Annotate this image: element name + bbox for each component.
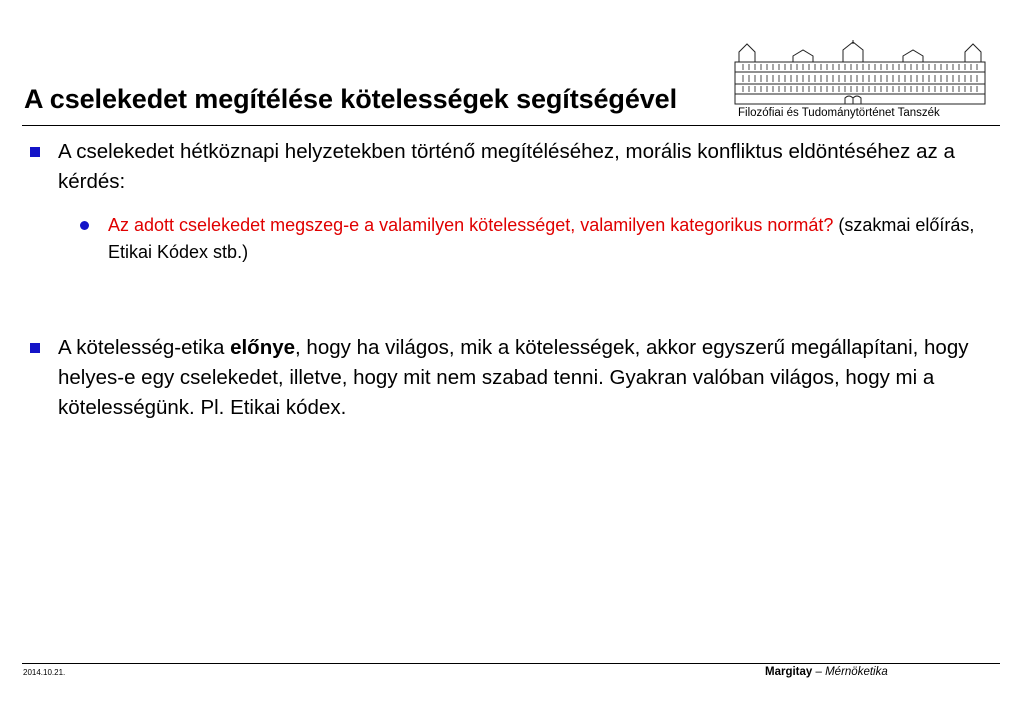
footer-author — [765, 666, 888, 678]
slide-title: A cselekedet megítélése kötelességek segítségével — [24, 84, 677, 114]
bullet-item-2 — [30, 333, 995, 423]
bullet-2-text — [58, 333, 995, 423]
footer-date: 2014.10.21. — [23, 668, 66, 677]
sub-bullet-item — [80, 212, 980, 266]
author-name: Margitay — [765, 666, 813, 678]
department-name: Filozófiai és Tudománytörténet Tanszék — [738, 107, 940, 119]
sub-bullet-text — [108, 212, 980, 266]
bullet-2-lead: A kötelesség-etika — [58, 336, 231, 359]
sub-bullet-note: (szakmai előírás, Etikai Kódex stb.) — [108, 215, 975, 262]
square-bullet-icon — [30, 147, 40, 157]
footer-divider — [22, 663, 1000, 664]
bullet-2-rest: , hogy ha világos, mik a kötelességek, akkor egyszerű megállapítani, hogy helyes-e egy cselekedet, illetve, hogy mit nem szabad tenni. Gyakran valóban világos, hogy mi a kötelességünk. Pl. Etikai kódex. — [58, 336, 969, 419]
square-bullet-icon — [30, 343, 40, 353]
bullet-item-1 — [30, 137, 995, 197]
university-building-logo — [733, 40, 987, 106]
bullet-2-emphasis: előnye — [230, 336, 296, 359]
bullet-1-text: A cselekedet hétköznapi helyzetekben történő megítéléséhez, morális konfliktus eldöntéséhez az a kérdés: — [58, 140, 955, 193]
header-divider — [22, 125, 1000, 126]
footer-separator: – — [812, 666, 826, 678]
round-bullet-icon — [80, 221, 89, 230]
sub-bullet-highlight: Az adott cselekedet megszeg-e a valamilyen kötelességet, valamilyen kategorikus normát? — [108, 215, 834, 235]
course-name: Mérnöketika — [825, 666, 888, 678]
